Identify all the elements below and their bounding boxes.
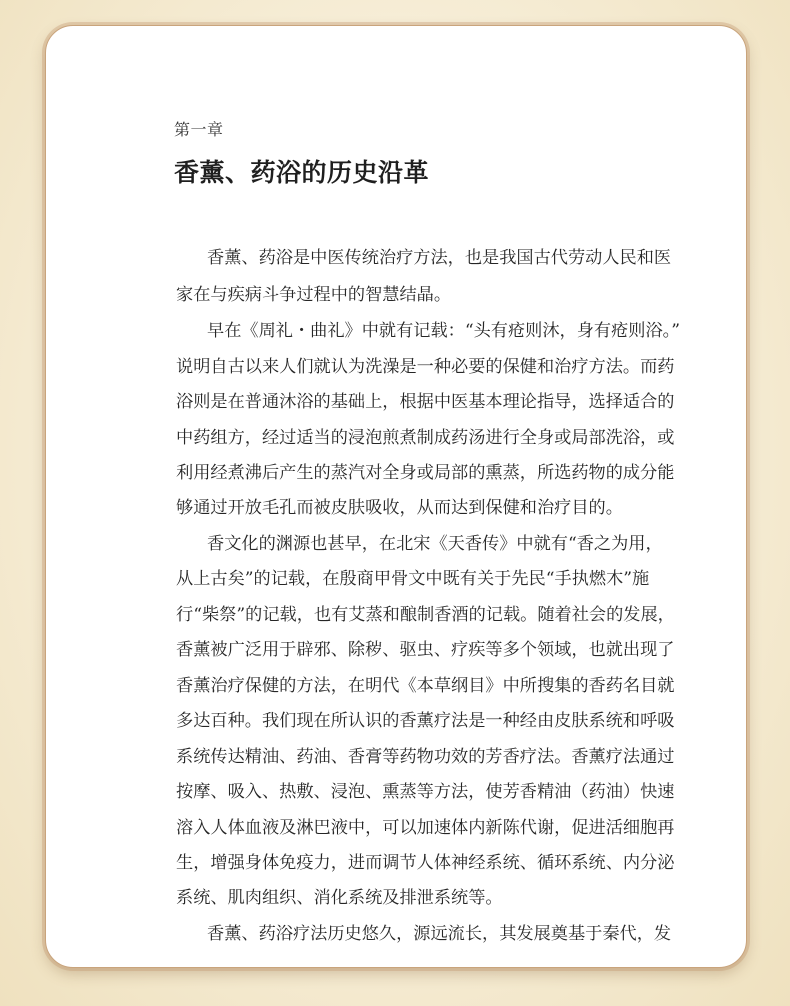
text-line: 家在与疾病斗争过程中的智慧结晶。 <box>176 285 452 305</box>
text-line: 行“柴祭”的记载，也有艾蒸和酿制香酒的记载。随着社会的发展， <box>176 605 675 625</box>
text-line: 系统传达精油、药油、香膏等药物功效的芳香疗法。香薰疗法通过 <box>176 747 675 767</box>
text-line: 溶入人体血液及淋巴液中，可以加速体内新陈代谢，促进活细胞再 <box>176 818 675 838</box>
text-line: 生，增强身体免疫力，进而调节人体神经系统、循环系统、内分泌 <box>176 853 675 873</box>
text-line: 香薰、药浴疗法历史悠久，源远流长，其发展奠基于秦代，发 <box>207 924 672 944</box>
text-line: 中药组方，经过适当的浸泡煎煮制成药汤进行全身或局部洗浴，或 <box>176 428 675 448</box>
text-line: 从上古矣”的记载，在殷商甲骨文中既有关于先民“手执燃木”施 <box>176 569 650 589</box>
text-line: 按摩、吸入、热敷、浸泡、熏蒸等方法，使芳香精油（药油）快速 <box>176 782 675 802</box>
chapter-title: 香薰、药浴的历史沿革 <box>174 158 430 187</box>
text-line: 系统、肌肉组织、消化系统及排泄系统等。 <box>176 888 503 908</box>
text-line: 利用经煮沸后产生的蒸汽对全身或局部的熏蒸，所选药物的成分能 <box>176 463 675 483</box>
text-line: 香薰被广泛用于辟邪、除秽、驱虫、疗疾等多个领域，也就出现了 <box>176 640 675 660</box>
text-line: 说明自古以来人们就认为洗澡是一种必要的保健和治疗方法。而药 <box>176 357 675 377</box>
text-line: 早在《周礼・曲礼》中就有记载：“头有疮则沐，身有疮则浴。” <box>207 321 681 341</box>
text-line: 浴则是在普通沐浴的基础上，根据中医基本理论指导，选择适合的 <box>176 392 675 412</box>
text-line: 多达百种。我们现在所认识的香薰疗法是一种经由皮肤系统和呼吸 <box>176 711 675 731</box>
text-line: 够通过开放毛孔而被皮肤吸收，从而达到保健和治疗目的。 <box>176 498 623 518</box>
chapter-label: 第一章 <box>174 120 224 139</box>
text-line: 香文化的渊源也甚早，在北宋《天香传》中就有“香之为用， <box>207 534 663 554</box>
book-page <box>45 25 747 968</box>
text-line: 香薰、药浴是中医传统治疗方法，也是我国古代劳动人民和医 <box>207 248 672 268</box>
text-line: 香薰治疗保健的方法，在明代《本草纲目》中所搜集的香药名目就 <box>176 676 675 696</box>
